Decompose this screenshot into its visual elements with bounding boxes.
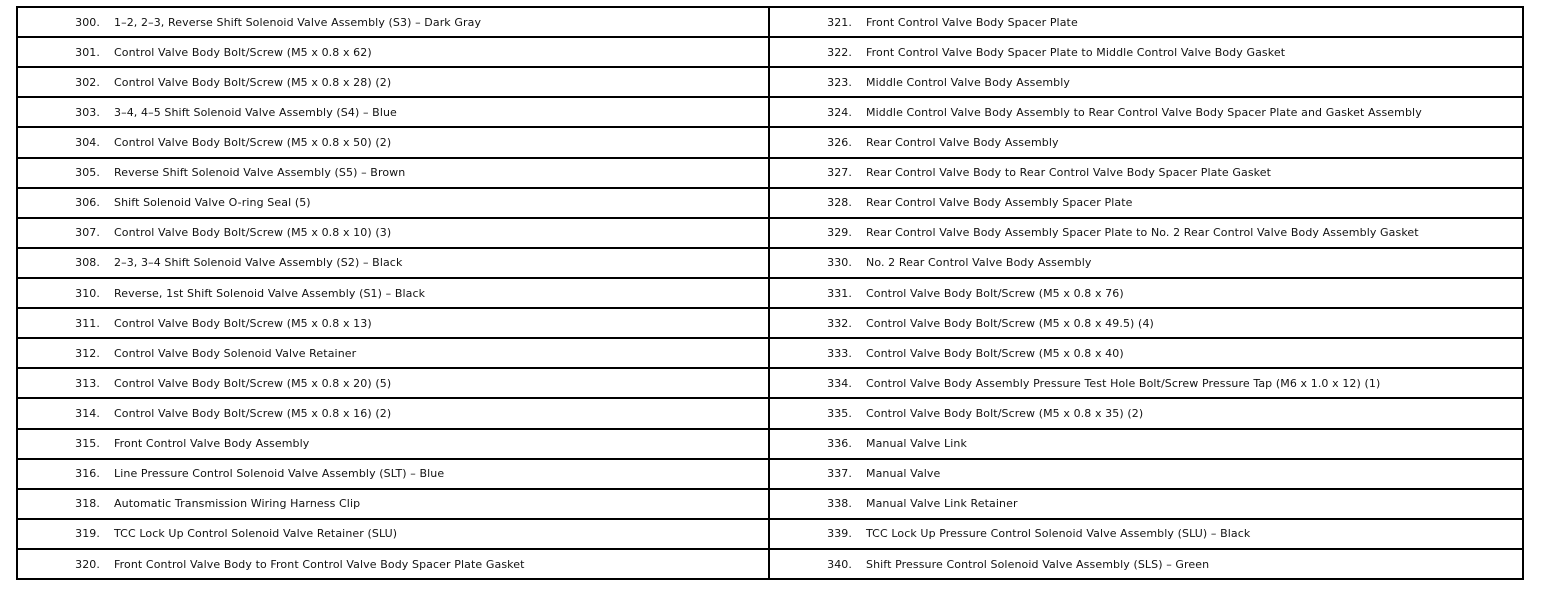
item-number: 322. xyxy=(827,45,852,59)
table-row xyxy=(18,128,768,158)
item-number: 323. xyxy=(827,75,852,89)
item-description: Control Valve Body Bolt/Screw (M5 x 0.8 x 49.5) (4) xyxy=(866,316,1154,330)
table-row xyxy=(18,460,768,490)
item-description: Control Valve Body Assembly Pressure Test Hole Bolt/Screw Pressure Tap (M6 x 1.0 x 12) (1) xyxy=(866,376,1381,390)
item-description: Control Valve Body Bolt/Screw (M5 x 0.8 x 62) xyxy=(114,45,372,59)
table-row xyxy=(18,189,768,219)
legend-column-right xyxy=(770,8,1522,578)
item-description: Manual Valve Link Retainer xyxy=(866,497,1018,511)
item-description: 3–4, 4–5 Shift Solenoid Valve Assembly (S4) – Blue xyxy=(114,105,397,119)
item-description: 1–2, 2–3, Reverse Shift Solenoid Valve Assembly (S3) – Dark Gray xyxy=(114,15,482,29)
item-description: Front Control Valve Body Spacer Plate xyxy=(866,15,1078,29)
item-description: Manual Valve Link xyxy=(866,437,967,451)
item-description: Automatic Transmission Wiring Harness Clip xyxy=(114,497,361,511)
item-description: Control Valve Body Bolt/Screw (M5 x 0.8 x 10) (3) xyxy=(114,226,392,240)
item-number: 312. xyxy=(75,346,100,360)
item-description: Front Control Valve Body to Front Control Valve Body Spacer Plate Gasket xyxy=(114,557,525,571)
item-description: Middle Control Valve Body Assembly to Rear Control Valve Body Spacer Plate and Gasket Assembly xyxy=(866,105,1422,119)
item-description: Front Control Valve Body Spacer Plate to Middle Control Valve Body Gasket xyxy=(866,45,1286,59)
item-number: 320. xyxy=(75,557,100,571)
item-description: Rear Control Valve Body to Rear Control Valve Body Spacer Plate Gasket xyxy=(866,166,1272,180)
item-number: 311. xyxy=(75,316,100,330)
table-row xyxy=(770,430,1522,460)
item-number: 321. xyxy=(827,15,852,29)
table-row xyxy=(18,309,768,339)
table-row xyxy=(18,430,768,460)
table-row xyxy=(18,339,768,369)
item-number: 304. xyxy=(75,135,100,149)
item-number: 332. xyxy=(827,316,852,330)
item-number: 340. xyxy=(827,557,852,571)
item-number: 331. xyxy=(827,286,852,300)
item-description: Control Valve Body Solenoid Valve Retainer xyxy=(114,346,357,360)
item-number: 337. xyxy=(827,467,852,481)
table-row xyxy=(770,128,1522,158)
item-number: 334. xyxy=(827,376,852,390)
item-description: Control Valve Body Bolt/Screw (M5 x 0.8 x 40) xyxy=(866,346,1124,360)
item-description: Control Valve Body Bolt/Screw (M5 x 0.8 x 50) (2) xyxy=(114,135,392,149)
item-number: 307. xyxy=(75,226,100,240)
table-row xyxy=(770,159,1522,189)
table-row xyxy=(770,189,1522,219)
item-number: 336. xyxy=(827,437,852,451)
item-number: 315. xyxy=(75,437,100,451)
item-description: Control Valve Body Bolt/Screw (M5 x 0.8 x 16) (2) xyxy=(114,406,392,420)
item-description: Rear Control Valve Body Assembly xyxy=(866,135,1059,149)
table-row xyxy=(770,490,1522,520)
item-description: Middle Control Valve Body Assembly xyxy=(866,75,1071,89)
item-number: 313. xyxy=(75,376,100,390)
item-number: 303. xyxy=(75,105,100,119)
legend-column-left xyxy=(18,8,770,578)
item-number: 329. xyxy=(827,226,852,240)
table-row xyxy=(770,460,1522,490)
table-row xyxy=(18,98,768,128)
table-row xyxy=(18,219,768,249)
item-number: 319. xyxy=(75,527,100,541)
item-number: 335. xyxy=(827,406,852,420)
item-description: 2–3, 3–4 Shift Solenoid Valve Assembly (S2) – Black xyxy=(114,256,403,270)
item-number: 324. xyxy=(827,105,852,119)
item-description: Control Valve Body Bolt/Screw (M5 x 0.8 x 35) (2) xyxy=(866,406,1144,420)
item-description: Reverse, 1st Shift Solenoid Valve Assembly (S1) – Black xyxy=(114,286,426,300)
table-row xyxy=(770,369,1522,399)
table-row xyxy=(18,520,768,550)
table-row xyxy=(770,520,1522,550)
table-row xyxy=(18,369,768,399)
item-description: Rear Control Valve Body Assembly Spacer Plate xyxy=(866,196,1133,210)
item-number: 301. xyxy=(75,45,100,59)
item-description: Reverse Shift Solenoid Valve Assembly (S5) – Brown xyxy=(114,166,406,180)
item-description: Line Pressure Control Solenoid Valve Assembly (SLT) – Blue xyxy=(114,467,445,481)
table-row xyxy=(770,38,1522,68)
item-number: 310. xyxy=(75,286,100,300)
item-number: 305. xyxy=(75,166,100,180)
item-description: TCC Lock Up Pressure Control Solenoid Valve Assembly (SLU) – Black xyxy=(866,527,1251,541)
table-row xyxy=(770,309,1522,339)
item-description: Control Valve Body Bolt/Screw (M5 x 0.8 x 28) (2) xyxy=(114,75,392,89)
item-number: 308. xyxy=(75,256,100,270)
table-row xyxy=(770,339,1522,369)
item-number: 318. xyxy=(75,497,100,511)
item-description: Rear Control Valve Body Assembly Spacer Plate to No. 2 Rear Control Valve Body Assembly Gasket xyxy=(866,226,1419,240)
table-row xyxy=(770,279,1522,309)
table-row xyxy=(18,159,768,189)
item-number: 306. xyxy=(75,196,100,210)
item-number: 338. xyxy=(827,497,852,511)
item-number: 300. xyxy=(75,15,100,29)
item-description: Control Valve Body Bolt/Screw (M5 x 0.8 x 20) (5) xyxy=(114,376,392,390)
parts-legend-table xyxy=(16,6,1524,580)
item-number: 339. xyxy=(827,527,852,541)
table-row xyxy=(770,98,1522,128)
item-number: 316. xyxy=(75,467,100,481)
item-description: Front Control Valve Body Assembly xyxy=(114,437,310,451)
table-row xyxy=(770,550,1522,578)
table-row xyxy=(18,68,768,98)
item-description: Control Valve Body Bolt/Screw (M5 x 0.8 x 13) xyxy=(114,316,372,330)
table-row xyxy=(18,550,768,578)
item-number: 326. xyxy=(827,135,852,149)
table-row xyxy=(770,249,1522,279)
table-row xyxy=(18,8,768,38)
item-number: 314. xyxy=(75,406,100,420)
table-row xyxy=(770,219,1522,249)
item-description: No. 2 Rear Control Valve Body Assembly xyxy=(866,256,1092,270)
item-number: 330. xyxy=(827,256,852,270)
table-row xyxy=(18,490,768,520)
item-description: Shift Pressure Control Solenoid Valve Assembly (SLS) – Green xyxy=(866,557,1210,571)
item-description: TCC Lock Up Control Solenoid Valve Retainer (SLU) xyxy=(114,527,398,541)
item-description: Shift Solenoid Valve O-ring Seal (5) xyxy=(114,196,311,210)
table-row xyxy=(770,68,1522,98)
table-row xyxy=(18,399,768,429)
item-number: 302. xyxy=(75,75,100,89)
table-row xyxy=(18,249,768,279)
table-row xyxy=(770,8,1522,38)
item-description: Manual Valve xyxy=(866,467,941,481)
item-description: Control Valve Body Bolt/Screw (M5 x 0.8 x 76) xyxy=(866,286,1124,300)
item-number: 327. xyxy=(827,166,852,180)
table-row xyxy=(770,399,1522,429)
item-number: 333. xyxy=(827,346,852,360)
table-row xyxy=(18,38,768,68)
item-number: 328. xyxy=(827,196,852,210)
table-row xyxy=(18,279,768,309)
